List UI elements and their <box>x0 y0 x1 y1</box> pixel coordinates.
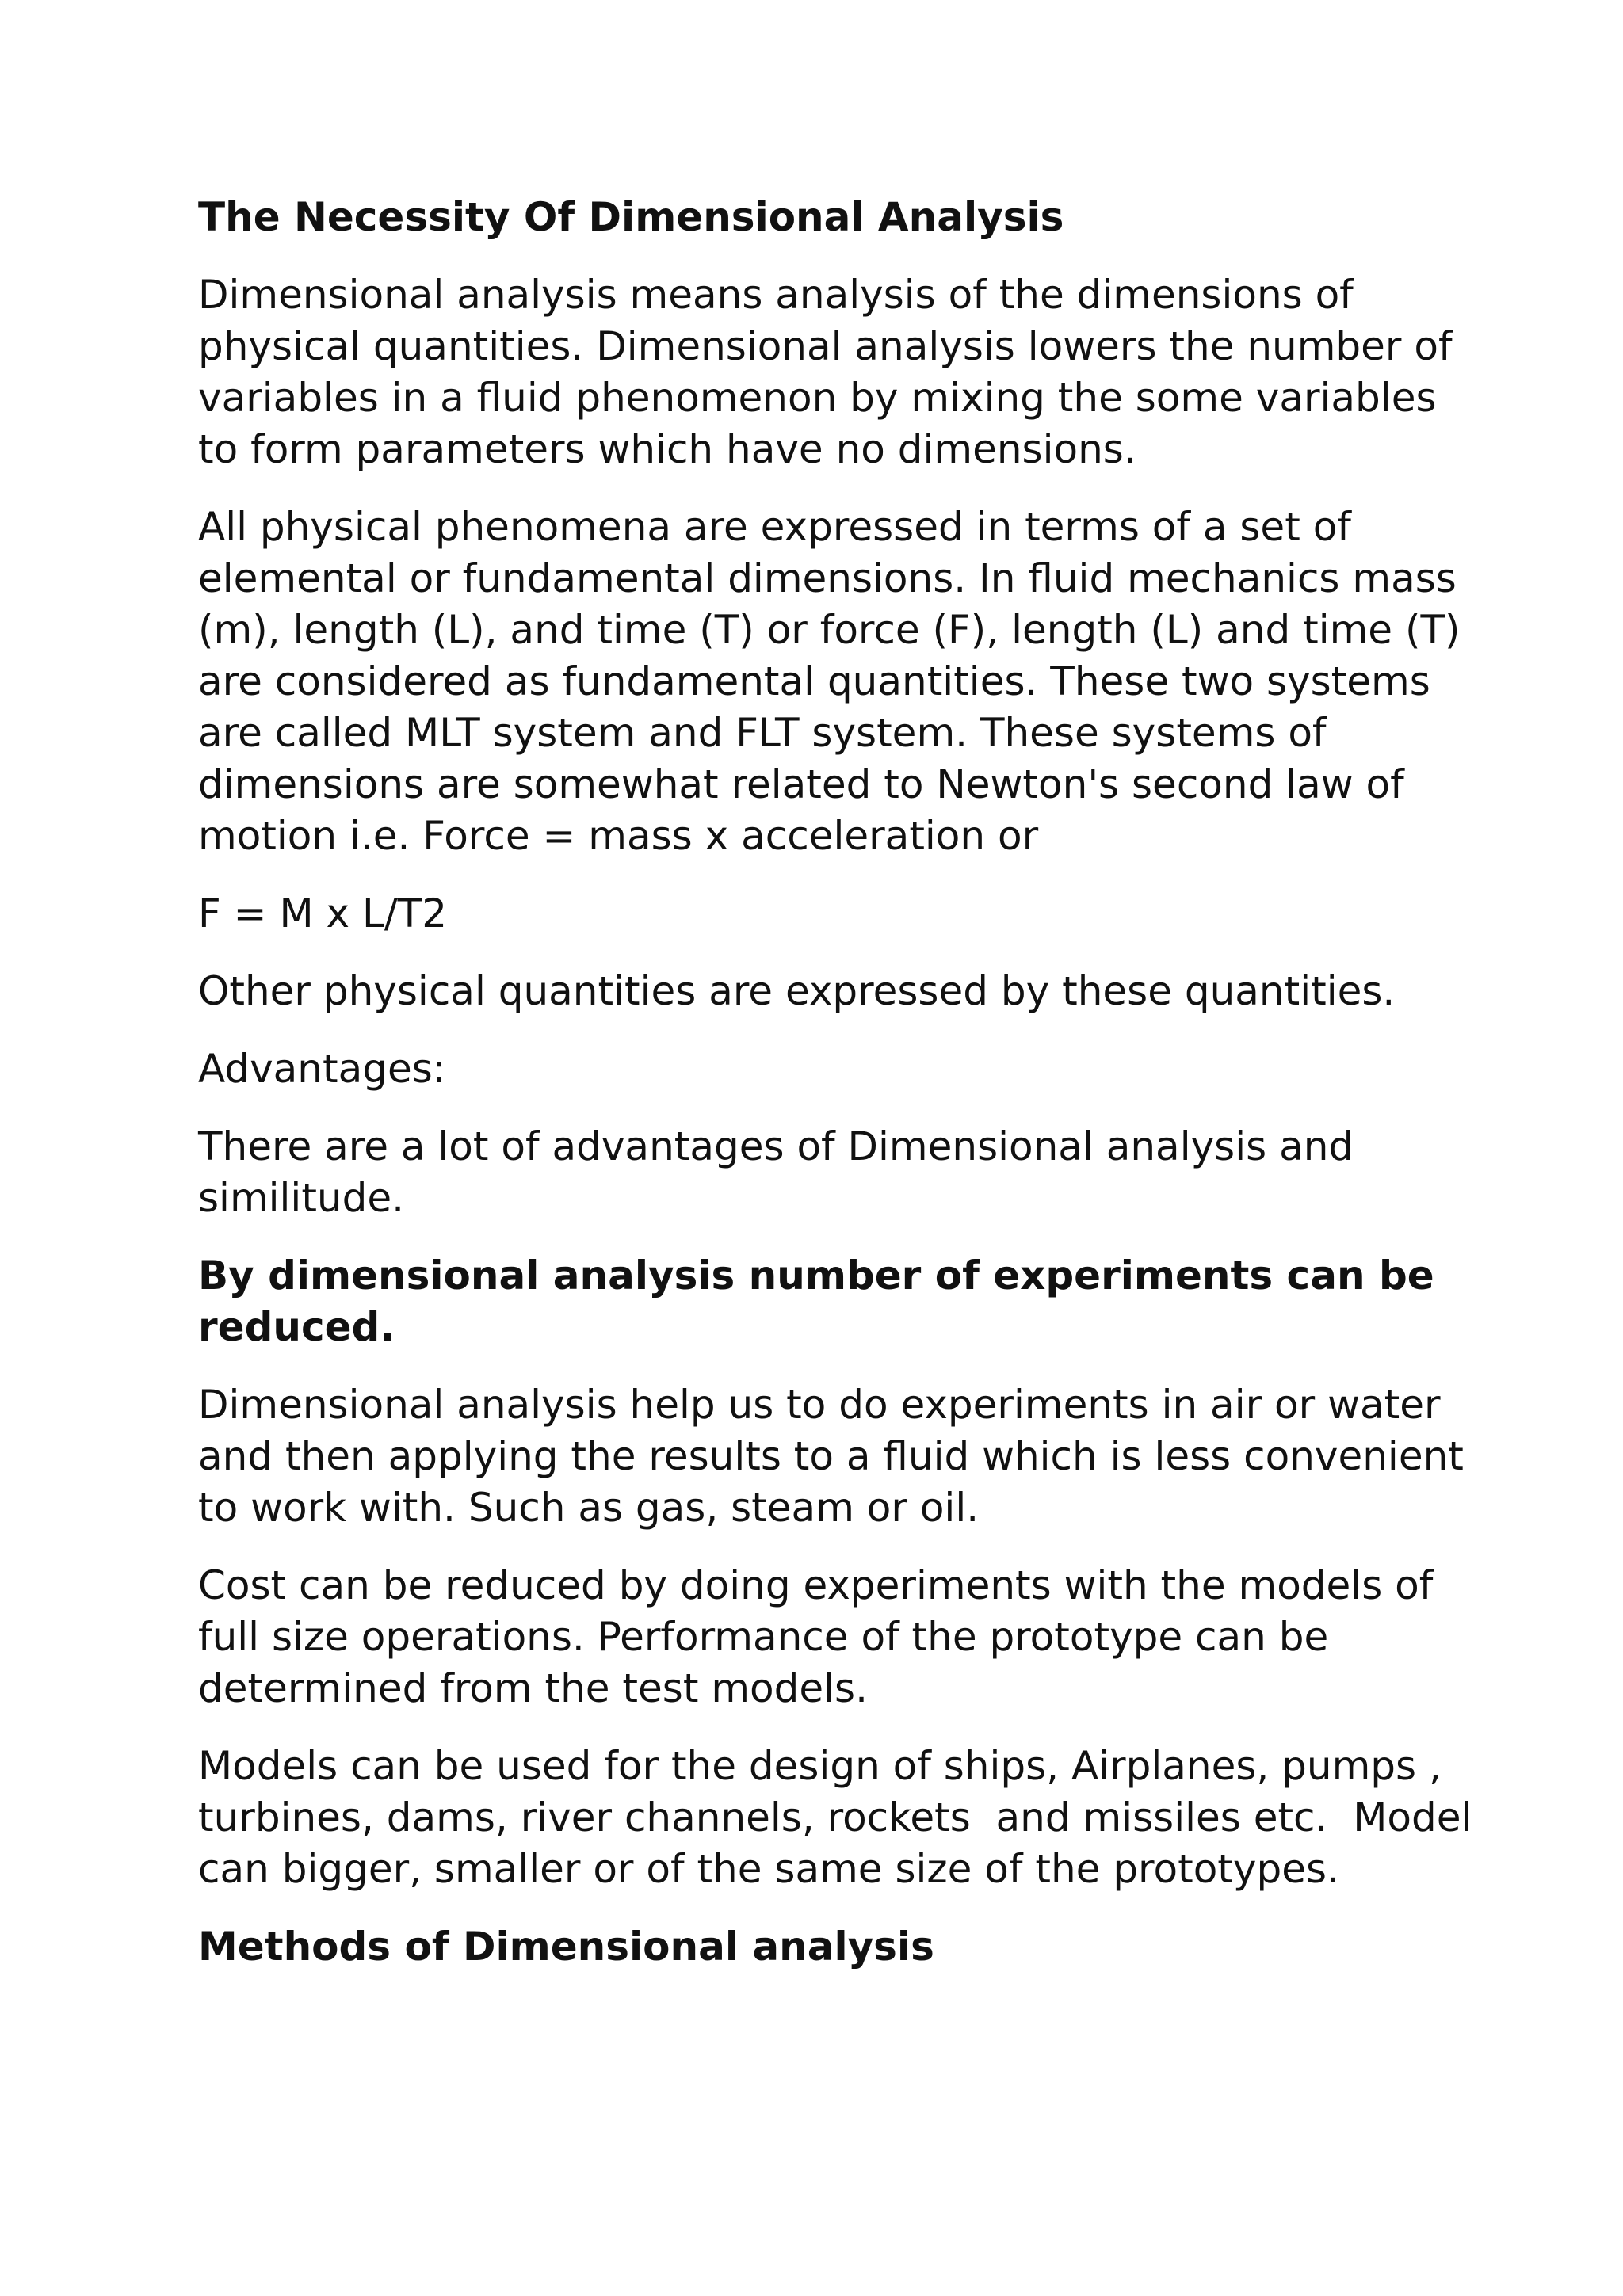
paragraph-air-water <box>198 1379 1464 1534</box>
text-line: By dimensional analysis number of experiments can be <box>198 1253 1434 1299</box>
text-line: and then applying the results to a fluid which is less convenient <box>198 1433 1464 1479</box>
paragraph-fundamental-dimensions <box>198 502 1461 862</box>
text-line: There are a lot of advantages of Dimensional analysis and <box>198 1123 1354 1169</box>
text-line: physical quantities. Dimensional analysis lowers the number of <box>198 323 1453 369</box>
section-heading-experiments <box>198 1250 1434 1353</box>
text-line: elemental or fundamental dimensions. In fluid mechanics mass <box>198 555 1457 601</box>
paragraph-advantages-intro <box>198 1121 1434 1224</box>
document-page <box>198 192 1472 1999</box>
text-line: (m), length (L), and time (T) or force (F), length (L) and time (T) <box>198 607 1461 653</box>
text-line: motion i.e. Force = mass x acceleration or <box>198 813 1039 859</box>
text-line: dimensions are somewhat related to Newton's second law of <box>198 761 1404 807</box>
document-title: The Necessity Of Dimensional Analysis <box>198 194 1064 240</box>
paragraph-other-quantities: Other physical quantities are expressed by these quantities. <box>198 968 1396 1014</box>
text-line: determined from the test models. <box>198 1665 868 1711</box>
text-line: Models can be used for the design of ships, Airplanes, pumps , <box>198 1743 1442 1789</box>
text-line: similitude. <box>198 1175 405 1221</box>
text-line: variables in a fluid phenomenon by mixing the some variables <box>198 375 1437 421</box>
text-line: are considered as fundamental quantities. These two systems <box>198 658 1430 704</box>
text-line: Dimensional analysis means analysis of the dimensions of <box>198 272 1354 318</box>
advantages-label: Advantages: <box>198 1046 446 1092</box>
paragraph-models <box>198 1741 1472 1895</box>
text-line: to work with. Such as gas, steam or oil. <box>198 1485 980 1531</box>
text-line: full size operations. Performance of the prototype can be <box>198 1614 1329 1660</box>
text-line: Cost can be reduced by doing experiments with the models of <box>198 1562 1434 1608</box>
formula: F = M x L/T2 <box>198 891 448 936</box>
text-line: Dimensional analysis help us to do experiments in air or water <box>198 1382 1441 1428</box>
paragraph-definition <box>198 269 1453 475</box>
text-line: All physical phenomena are expressed in terms of a set of <box>198 504 1351 550</box>
text-line: can bigger, smaller or of the same size of the prototypes. <box>198 1846 1339 1892</box>
text-line: reduced. <box>198 1304 395 1350</box>
text-line: turbines, dams, river channels, rockets and missiles etc. Model <box>198 1794 1472 1840</box>
section-heading-methods: Methods of Dimensional analysis <box>198 1924 934 1970</box>
text-line: are called MLT system and FLT system. These systems of <box>198 710 1327 756</box>
paragraph-cost <box>198 1560 1434 1714</box>
text-line: to form parameters which have no dimensions. <box>198 426 1136 472</box>
